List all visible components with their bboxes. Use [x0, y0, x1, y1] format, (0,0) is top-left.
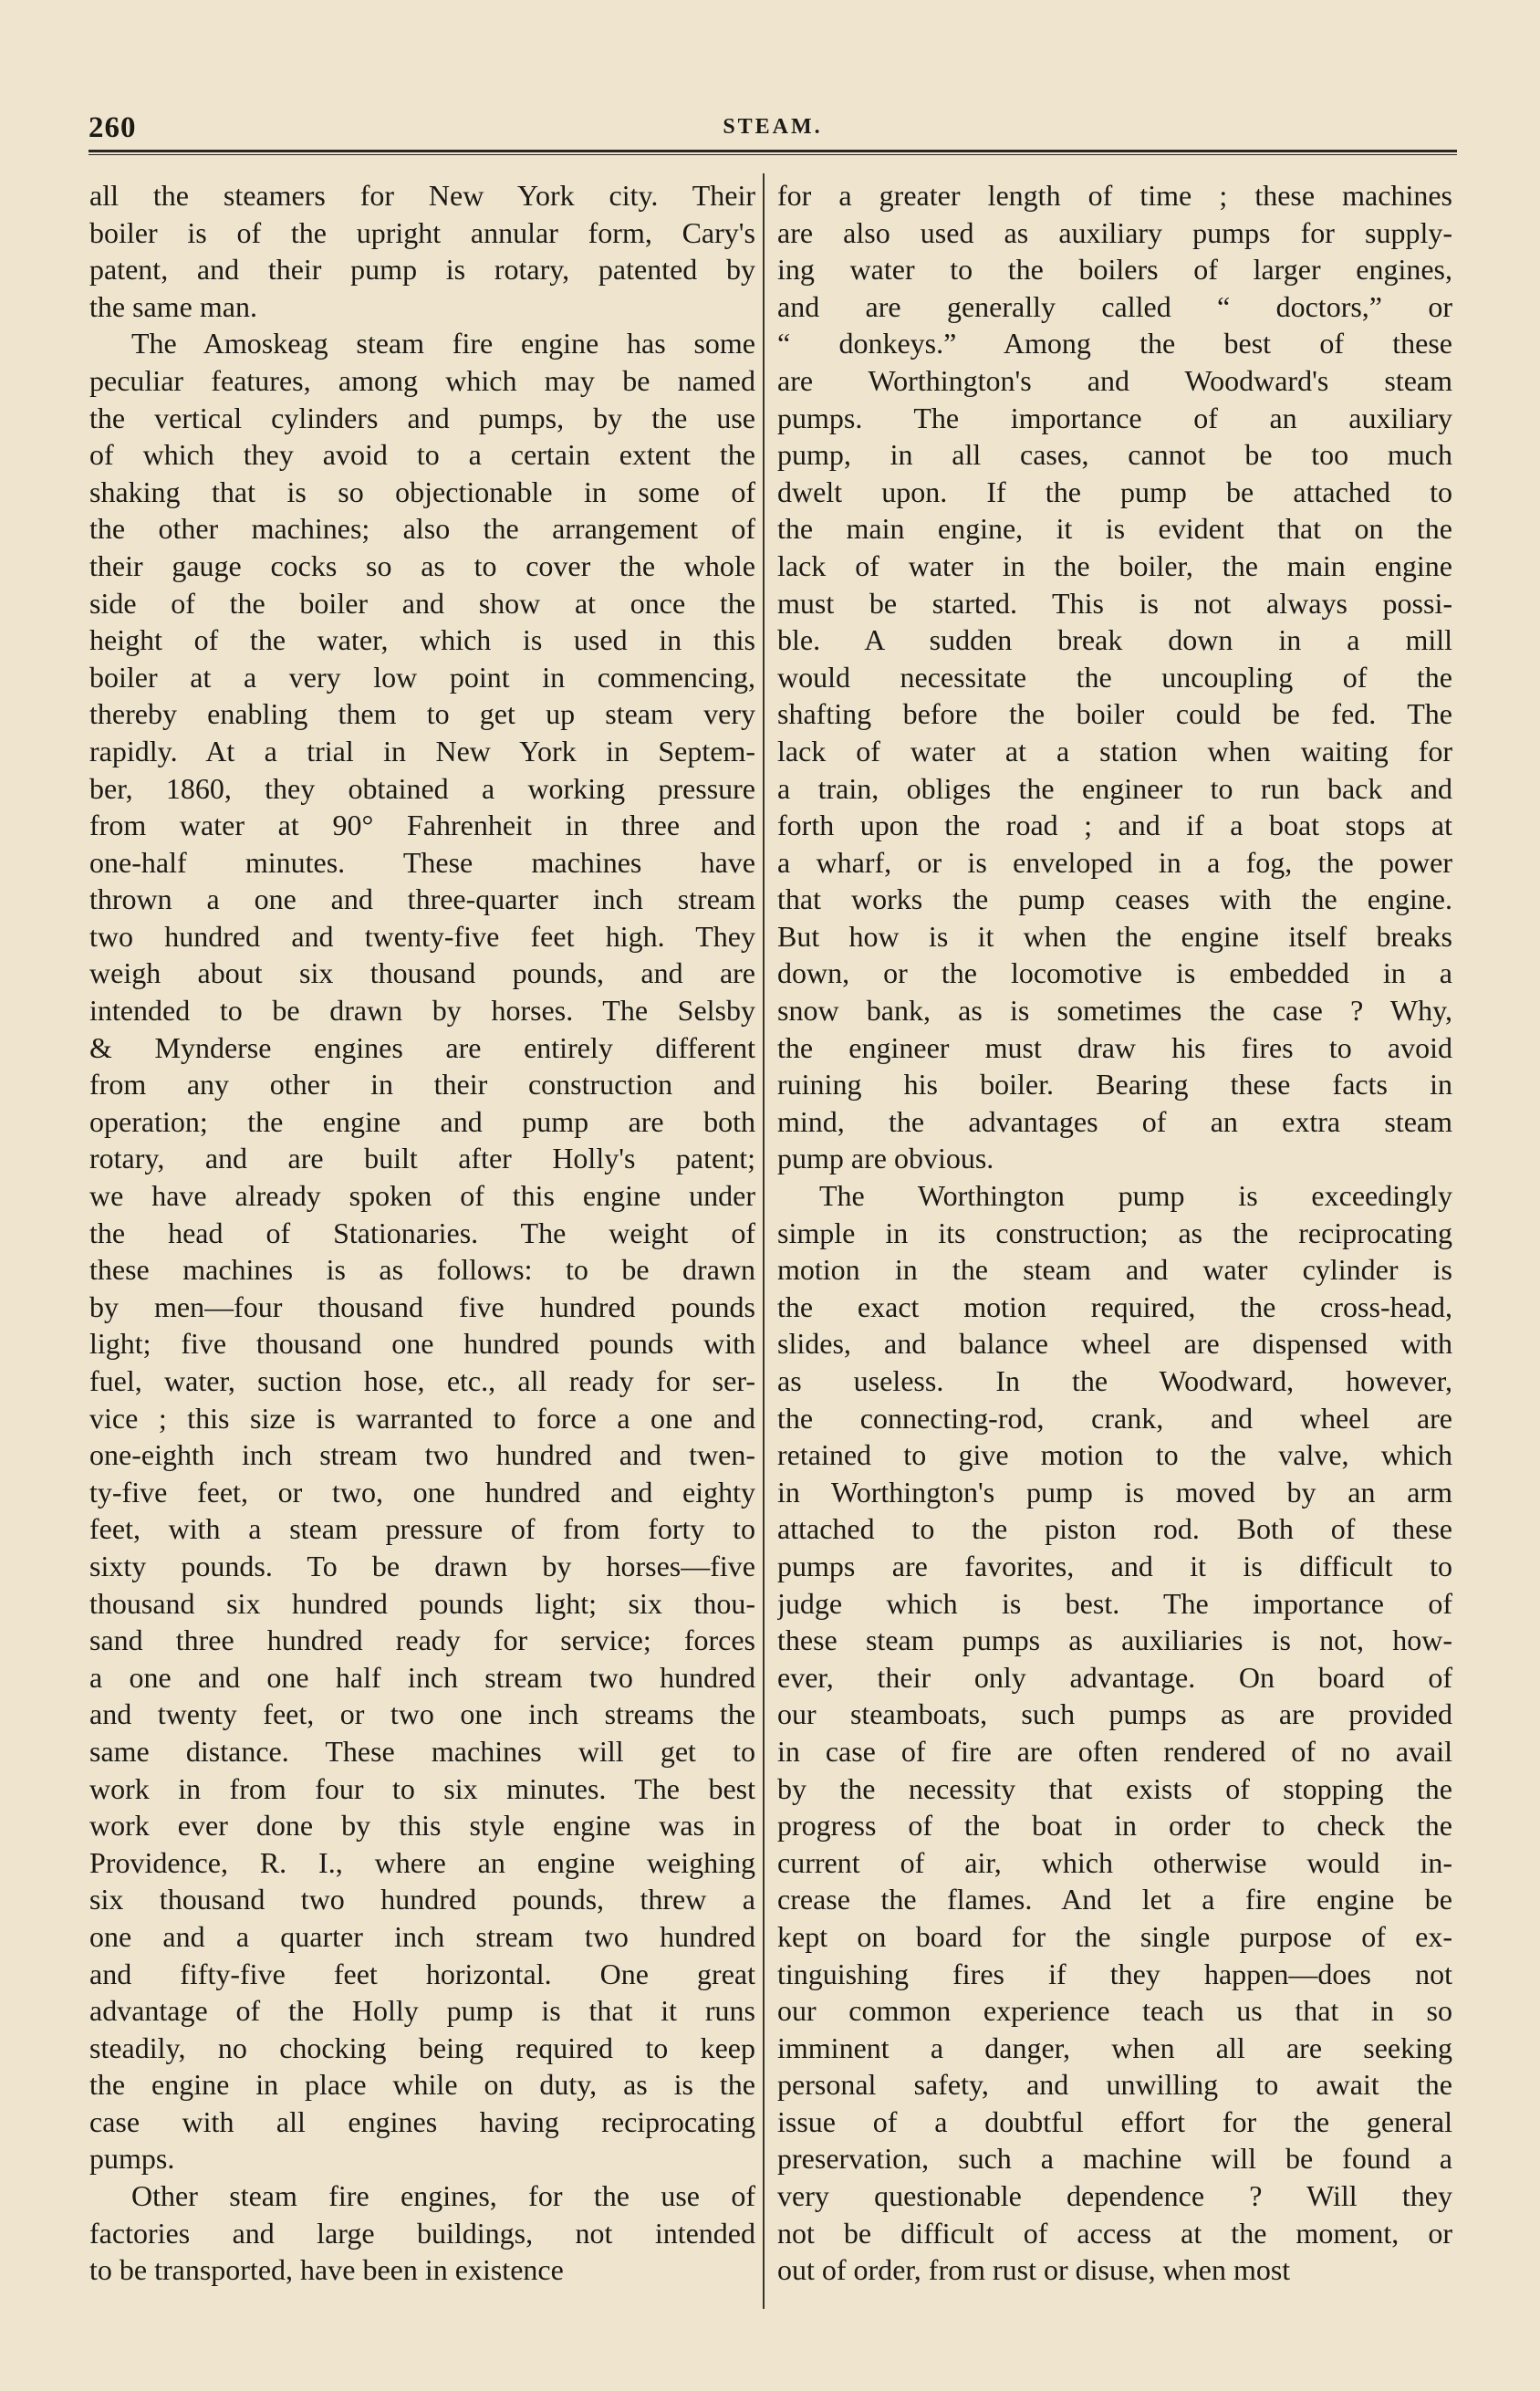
text-line: imminent a danger, when all are seeking [777, 2031, 1452, 2064]
text-line: must be started. This is not always possi- [777, 586, 1452, 620]
text-line: down, or the locomotive is embedded in a [777, 956, 1452, 990]
text-line: thrown a one and three-quarter inch stream [89, 882, 755, 916]
text-line: pumps are favorites, and it is difficult to [777, 1549, 1452, 1582]
text-line: from water at 90° Fahrenheit in three and [89, 809, 755, 842]
text-line: lack of water in the boiler, the main engine [777, 548, 1452, 582]
text-line: our common experience teach us that in so [777, 1994, 1452, 2028]
text-line: in Worthington's pump is moved by an arm [777, 1475, 1452, 1509]
header-rule-thin [88, 154, 1457, 155]
column-divider [763, 173, 765, 2309]
text-line: retained to give motion to the valve, which [777, 1438, 1452, 1472]
text-line: by the necessity that exists of stopping the [777, 1771, 1452, 1805]
text-line: ble. A sudden break down in a mill [777, 623, 1452, 657]
text-line: & Mynderse engines are entirely different [89, 1030, 755, 1064]
text-line: vice ; this size is warranted to force a one and [89, 1401, 755, 1435]
text-line: attached to the piston rod. Both of these [777, 1512, 1452, 1546]
text-line: kept on board for the single purpose of ex- [777, 1919, 1452, 1953]
text-line: weigh about six thousand pounds, and are [89, 956, 755, 990]
text-line: Other steam fire engines, for the use of [131, 2179, 755, 2213]
text-line: intended to be drawn by horses. The Selsby [89, 994, 755, 1028]
text-line: one and a quarter inch stream two hundred [89, 1919, 755, 1953]
text-line: ber, 1860, they obtained a working pressure [89, 771, 755, 805]
text-line: two hundred and twenty-five feet high. They [89, 919, 755, 953]
text-line: our steamboats, such pumps as are provided [777, 1697, 1452, 1731]
text-line: tinguishing fires if they happen—does not [777, 1957, 1452, 1990]
text-line: “ donkeys.” Among the best of these [777, 327, 1452, 360]
text-line: fuel, water, suction hose, etc., all ready for ser- [89, 1364, 755, 1397]
text-line: from any other in their construction and [89, 1068, 755, 1102]
text-line: the same man. [89, 289, 257, 323]
text-line: steadily, no chocking being required to keep [89, 2031, 755, 2064]
text-line: simple in its construction; as the reciprocating [777, 1216, 1452, 1249]
text-line: all the steamers for New York city. Their [89, 179, 755, 212]
header-rule [88, 150, 1457, 152]
text-line: and twenty feet, or two one inch streams the [89, 1697, 755, 1731]
text-line: personal safety, and unwilling to await the [777, 2068, 1452, 2102]
text-line: ruining his boiler. Bearing these facts in [777, 1068, 1452, 1102]
left-column [89, 177, 755, 2303]
text-line: ty-five feet, or two, one hundred and eighty [89, 1475, 755, 1509]
text-line: shaking that is so objectionable in some of [89, 475, 755, 508]
text-line: sand three hundred ready for service; forces [89, 1624, 755, 1657]
running-head: STEAM. [723, 115, 823, 139]
text-line: patent, and their pump is rotary, patented by [89, 253, 755, 287]
text-line: case with all engines having reciprocating [89, 2104, 755, 2138]
text-line: lack of water at a station when waiting for [777, 734, 1452, 767]
text-line: feet, with a steam pressure of from forty to [89, 1512, 755, 1546]
text-line: rapidly. At a trial in New York in Septem- [89, 734, 755, 767]
text-line: operation; the engine and pump are both [89, 1104, 755, 1138]
text-line: work in from four to six minutes. The best [89, 1771, 755, 1805]
text-line: rotary, and are built after Holly's patent; [89, 1142, 755, 1175]
page-header [88, 108, 1457, 153]
text-line: to be transported, have been in existence [89, 2253, 564, 2287]
text-line: peculiar features, among which may be named [89, 363, 755, 397]
text-line: boiler is of the upright annular form, Cary's [89, 215, 755, 249]
text-line: boiler at a very low point in commencing, [89, 660, 755, 694]
text-line: as useless. In the Woodward, however, [777, 1364, 1452, 1397]
text-line: and fifty-five feet horizontal. One great [89, 1957, 755, 1990]
text-line: But how is it when the engine itself breaks [777, 919, 1452, 953]
text-line: The Worthington pump is exceedingly [819, 1179, 1452, 1213]
text-line: for a greater length of time ; these machines [777, 179, 1452, 212]
text-line: the engineer must draw his fires to avoid [777, 1030, 1452, 1064]
text-line: out of order, from rust or disuse, when most [777, 2253, 1291, 2287]
text-line: slides, and balance wheel are dispensed with [777, 1327, 1452, 1361]
text-line: we have already spoken of this engine under [89, 1179, 755, 1213]
right-column [777, 177, 1452, 2303]
text-line: and are generally called “ doctors,” or [777, 289, 1452, 323]
text-line: are Worthington's and Woodward's steam [777, 363, 1452, 397]
text-line: are also used as auxiliary pumps for supply- [777, 215, 1452, 249]
text-line: their gauge cocks so as to cover the whole [89, 548, 755, 582]
text-line: same distance. These machines will get to [89, 1734, 755, 1768]
text-line: sixty pounds. To be drawn by horses—five [89, 1549, 755, 1582]
text-line: the head of Stationaries. The weight of [89, 1216, 755, 1249]
text-line: not be difficult of access at the moment, or [777, 2216, 1452, 2250]
text-line: very questionable dependence ? Will they [777, 2179, 1452, 2213]
text-line: the engine in place while on duty, as is the [89, 2068, 755, 2102]
text-line: motion in the steam and water cylinder is [777, 1253, 1452, 1287]
text-line: of which they avoid to a certain extent the [89, 438, 755, 472]
text-line: six thousand two hundred pounds, threw a [89, 1883, 755, 1916]
text-line: issue of a doubtful effort for the general [777, 2104, 1452, 2138]
text-line: would necessitate the uncoupling of the [777, 660, 1452, 694]
text-line: that works the pump ceases with the engine. [777, 882, 1452, 916]
page-number: 260 [88, 111, 137, 144]
text-line: these machines is as follows: to be drawn [89, 1253, 755, 1287]
text-line: snow bank, as is sometimes the case ? Why, [777, 994, 1452, 1028]
text-line: current of air, which otherwise would in- [777, 1845, 1452, 1879]
text-line: ever, their only advantage. On board of [777, 1660, 1452, 1694]
text-line: crease the flames. And let a fire engine be [777, 1883, 1452, 1916]
text-line: one-eighth inch stream two hundred and twen- [89, 1438, 755, 1472]
text-line: advantage of the Holly pump is that it runs [89, 1994, 755, 2028]
text-line: a train, obliges the engineer to run back and [777, 771, 1452, 805]
text-line: thereby enabling them to get up steam very [89, 697, 755, 731]
text-line: pumps. [89, 2142, 175, 2176]
text-line: the main engine, it is evident that on the [777, 512, 1452, 546]
text-line: in case of fire are often rendered of no avail [777, 1734, 1452, 1768]
text-line: the vertical cylinders and pumps, by the use [89, 401, 755, 434]
text-line: preservation, such a machine will be found a [777, 2142, 1452, 2176]
text-line: factories and large buildings, not intended [89, 2216, 755, 2250]
text-line: mind, the advantages of an extra steam [777, 1104, 1452, 1138]
text-line: thousand six hundred pounds light; six thou- [89, 1586, 755, 1620]
text-line: judge which is best. The importance of [777, 1586, 1452, 1620]
text-line: dwelt upon. If the pump be attached to [777, 475, 1452, 508]
text-line: height of the water, which is used in this [89, 623, 755, 657]
text-line: progress of the boat in order to check the [777, 1809, 1452, 1843]
text-line: pumps. The importance of an auxiliary [777, 401, 1452, 434]
text-line: forth upon the road ; and if a boat stops at [777, 809, 1452, 842]
text-line: pump, in all cases, cannot be too much [777, 438, 1452, 472]
text-line: the connecting-rod, crank, and wheel are [777, 1401, 1452, 1435]
text-line: The Amoskeag steam fire engine has some [131, 327, 755, 360]
text-line: work ever done by this style engine was in [89, 1809, 755, 1843]
text-line: the other machines; also the arrangement of [89, 512, 755, 546]
text-line: shafting before the boiler could be fed. The [777, 697, 1452, 731]
text-line: pump are obvious. [777, 1142, 994, 1175]
text-line: side of the boiler and show at once the [89, 586, 755, 620]
text-line: ing water to the boilers of larger engines, [777, 253, 1452, 287]
text-line: these steam pumps as auxiliaries is not, how- [777, 1624, 1452, 1657]
text-line: by men—four thousand five hundred pounds [89, 1289, 755, 1323]
text-line: Providence, R. I., where an engine weighing [89, 1845, 755, 1879]
text-line: the exact motion required, the cross-head, [777, 1289, 1452, 1323]
text-line: one-half minutes. These machines have [89, 845, 755, 879]
text-line: a one and one half inch stream two hundred [89, 1660, 755, 1694]
text-line: a wharf, or is enveloped in a fog, the power [777, 845, 1452, 879]
text-line: light; five thousand one hundred pounds with [89, 1327, 755, 1361]
